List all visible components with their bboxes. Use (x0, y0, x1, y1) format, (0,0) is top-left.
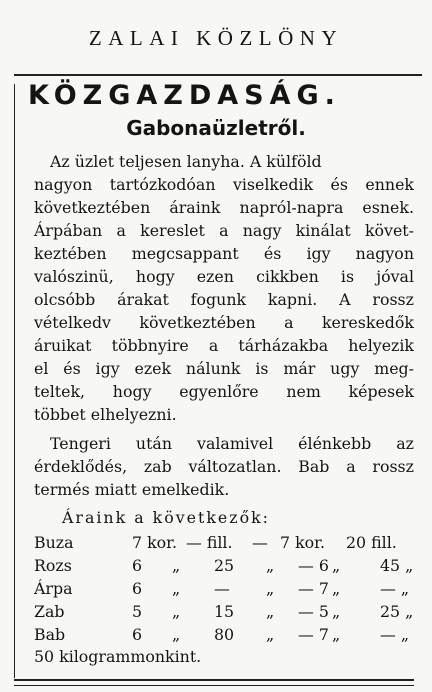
masthead: ZALAI KÖZLÖNY (88, 26, 344, 50)
price-cell: „ (266, 579, 275, 598)
top-rule (14, 74, 422, 76)
article-subtitle: Gabonaüzletről. (126, 116, 306, 140)
grain-name: Buza (34, 533, 74, 552)
section-title: KÖZGAZDASÁG. (28, 80, 341, 111)
price-cell: 6 (132, 579, 143, 598)
price-cell: 6 (132, 556, 143, 575)
price-cell: „ (266, 625, 275, 644)
text-line: el és igy ezek nálunk is már ugy meg- (34, 359, 414, 378)
unit-footnote: 50 kilogrammonkint. (34, 647, 202, 666)
grain-name: Rozs (34, 556, 72, 575)
text-line: teltek, hogy egyenlőre nem képesek (34, 382, 414, 401)
price-cell: — (252, 533, 268, 552)
price-cell: 6 (132, 625, 143, 644)
text-line: Az üzlet teljesen lanyha. A külföld (50, 152, 322, 171)
text-line: Árpában a kereslet a nagy kinálat követ- (34, 221, 414, 240)
price-cell: 45 „ (380, 556, 414, 575)
price-cell: — „ (380, 625, 410, 644)
text-line: áruikat többnyire a tárházakba helyezik (34, 336, 414, 355)
price-cell: „ (172, 602, 181, 621)
price-cell: 80 (214, 625, 235, 644)
text-line: következtében áraink napról-napra esnek. (34, 198, 414, 217)
text-line: termés miatt emelkedik. (34, 480, 230, 499)
text-line: többet elhelyezni. (34, 405, 177, 424)
price-cell: „ (266, 602, 275, 621)
price-cell: „ (172, 579, 181, 598)
text-line: vételkedv következtében a kereskedők (34, 313, 414, 332)
price-cell: 25 (214, 556, 235, 575)
prices-heading: Áraink a következők: (62, 508, 270, 527)
price-cell: „ (172, 556, 181, 575)
price-cell: 25 „ (380, 602, 414, 621)
price-cell: — 5 (298, 602, 329, 621)
price-cell: — „ (380, 579, 410, 598)
price-row-arpa (34, 579, 419, 602)
text-line: valószinü, hogy ezen cikkben is jóval (34, 267, 414, 286)
price-row-buza (34, 533, 419, 556)
text-line: érdeklődés, zab változatlan. Bab a rossz (34, 457, 414, 476)
price-cell: 20 fill. (346, 533, 397, 552)
grain-name: Árpa (34, 579, 73, 598)
grain-name: Bab (34, 625, 66, 644)
text-line: Tengeri után valamivel élénkebb az (50, 434, 414, 453)
price-cell: „ (332, 556, 341, 575)
grain-name: Zab (34, 602, 65, 621)
text-line: olcsóbb árakat fogunk kapni. A rossz (34, 290, 414, 309)
price-cell: — 6 (298, 556, 329, 575)
price-cell: — fill. (186, 533, 233, 552)
price-cell: 7 kor. (280, 533, 325, 552)
price-cell: „ (266, 556, 275, 575)
price-cell: „ (172, 625, 181, 644)
price-cell: — 7 (298, 579, 329, 598)
text-line: keztében megcsappant és igy nagyon (34, 244, 414, 263)
price-cell: 15 (214, 602, 235, 621)
price-row-zab (34, 602, 419, 625)
text-line: nagyon tartózkodóan viselkedik és ennek (34, 175, 414, 194)
article-paragraph-2 (34, 432, 414, 501)
price-cell: 5 (132, 602, 143, 621)
left-column-rule (14, 84, 15, 678)
price-row-rozs (34, 556, 419, 579)
price-cell: — 7 (298, 625, 329, 644)
bottom-rule (14, 679, 414, 681)
bottom-rule-thin (14, 685, 414, 686)
price-cell: „ (332, 625, 341, 644)
price-table (34, 533, 419, 648)
price-cell: — (214, 579, 230, 598)
price-cell: 7 kor. (132, 533, 177, 552)
price-cell: „ (332, 602, 341, 621)
price-row-bab (34, 625, 419, 648)
article-paragraph-1 (34, 150, 414, 426)
price-cell: „ (332, 579, 341, 598)
